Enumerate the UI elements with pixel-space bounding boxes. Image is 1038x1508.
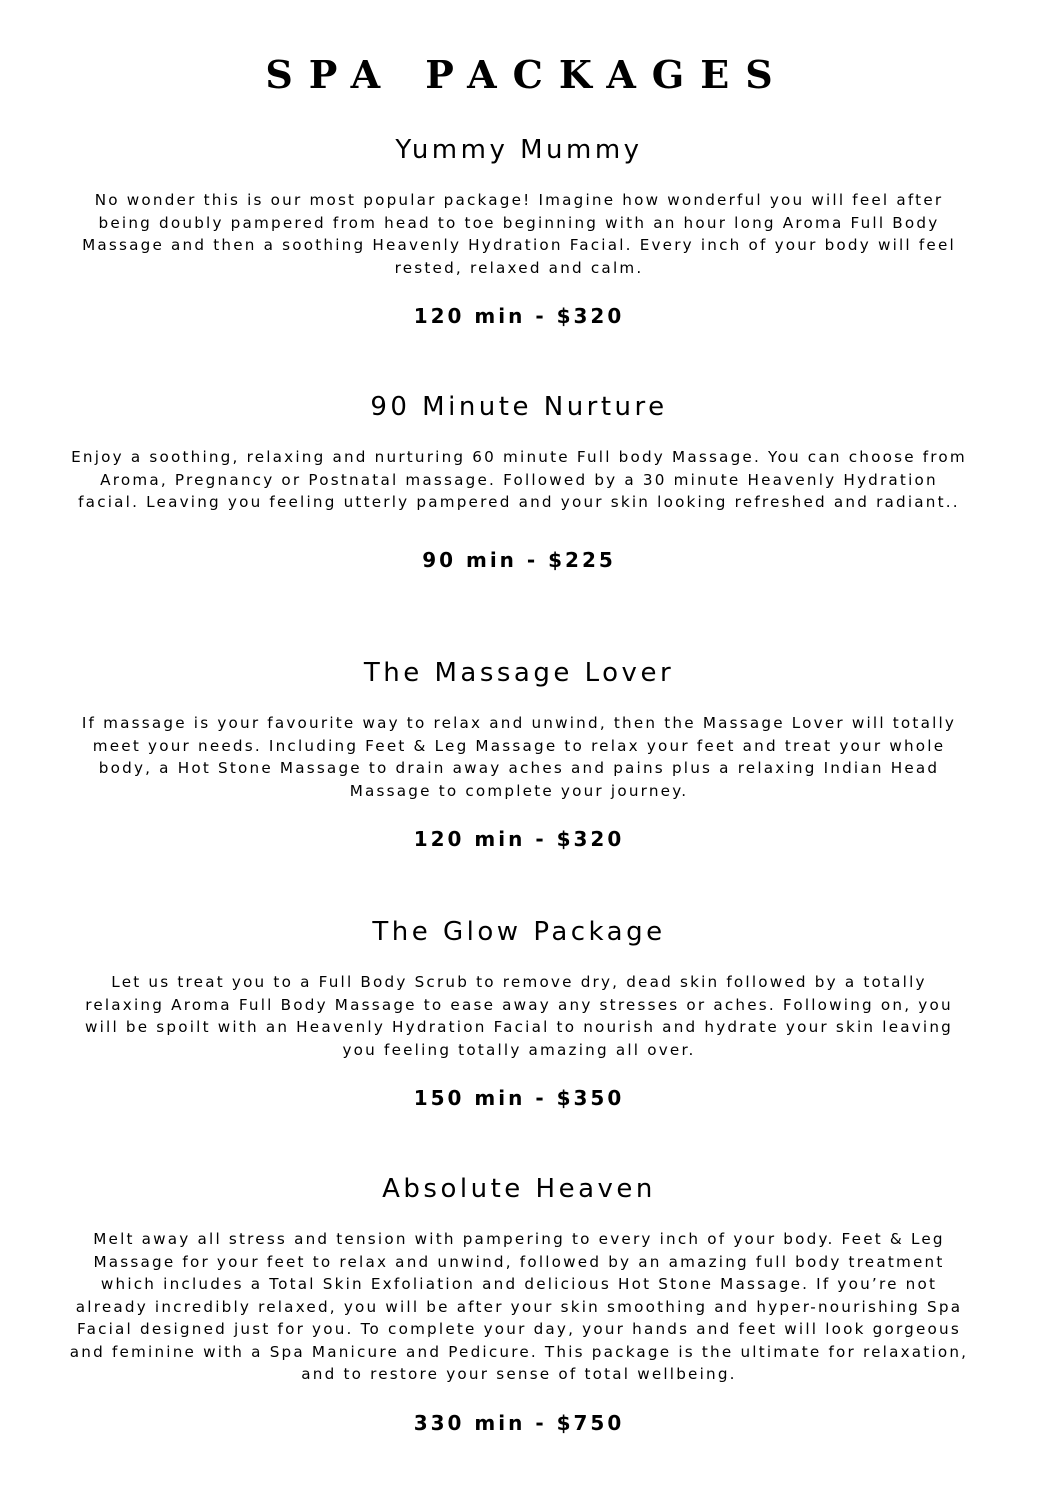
package-description: Enjoy a soothing, relaxing and nurturing 60 minute Full body Massage. You can choose from Aroma, Pregnancy or Postnatal massage. Followed by a 30 minute Heavenly Hydration facial. Leaving you feeling utterly pampered and your skin looking refreshed and radiant.. <box>71 448 967 511</box>
package-description: No wonder this is our most popular package! Imagine how wonderful you will feel after being doubly pampered from head to toe beginning with an hour long Aroma Full Body Massage and then a soothing Heavenly Hydration Facial. Every inch of your body will feel rested, relaxed and calm. <box>82 191 956 277</box>
package-price: 150 min - $350 <box>413 1086 625 1110</box>
package-price: 120 min - $320 <box>413 827 625 851</box>
package-description: Let us treat you to a Full Body Scrub to remove dry, dead skin followed by a totally relaxing Aroma Full Body Massage to ease away any stresses or aches. Following on, you will be spoilt with an Heavenly Hydration Facial to nourish and hydrate your skin leaving you feeling totally amazing all over. <box>84 973 954 1059</box>
package-price: 120 min - $320 <box>413 304 625 328</box>
package-name: Absolute Heaven <box>382 1174 656 1204</box>
package-price: 330 min - $750 <box>413 1410 625 1435</box>
package-90-minute-nurture <box>0 391 1038 573</box>
package-name: Yummy Mummy <box>395 135 643 165</box>
package-name: 90 Minute Nurture <box>370 392 668 422</box>
package-description: If massage is your favourite way to relax and unwind, then the Massage Lover will totally meet your needs. Including Feet & Leg Massage to relax your feet and treat your whole body, a Hot Stone Massage to drain away aches and pains plus a relaxing Indian Head Massage to complete your journey. <box>81 714 957 800</box>
package-the-glow-package <box>0 916 1038 1111</box>
page-title: SPA PACKAGES <box>265 52 789 97</box>
package-name: The Glow Package <box>372 917 666 947</box>
package-description: Melt away all stress and tension with pampering to every inch of your body. Feet & Leg Massage for your feet to relax and unwind, followed by an amazing full body treatment which includes a Total Skin Exfoliation and delicious Hot Stone Massage. If you’re not already incredibly relaxed, you will be after your skin smoothing and hyper-nourishing Spa Facial designed just for you. To complete your day, your hands and feet will look gorgeous and feminine with a Spa Manicure and Pedicure. This package is the ultimate for relaxation, and to restore your sense of total wellbeing. <box>69 1230 969 1383</box>
package-price: 90 min - $225 <box>422 547 616 572</box>
package-the-massage-lover <box>0 657 1038 852</box>
package-name: The Massage Lover <box>363 658 675 688</box>
package-absolute-heaven <box>0 1173 1038 1436</box>
package-yummy-mummy <box>0 134 1038 329</box>
